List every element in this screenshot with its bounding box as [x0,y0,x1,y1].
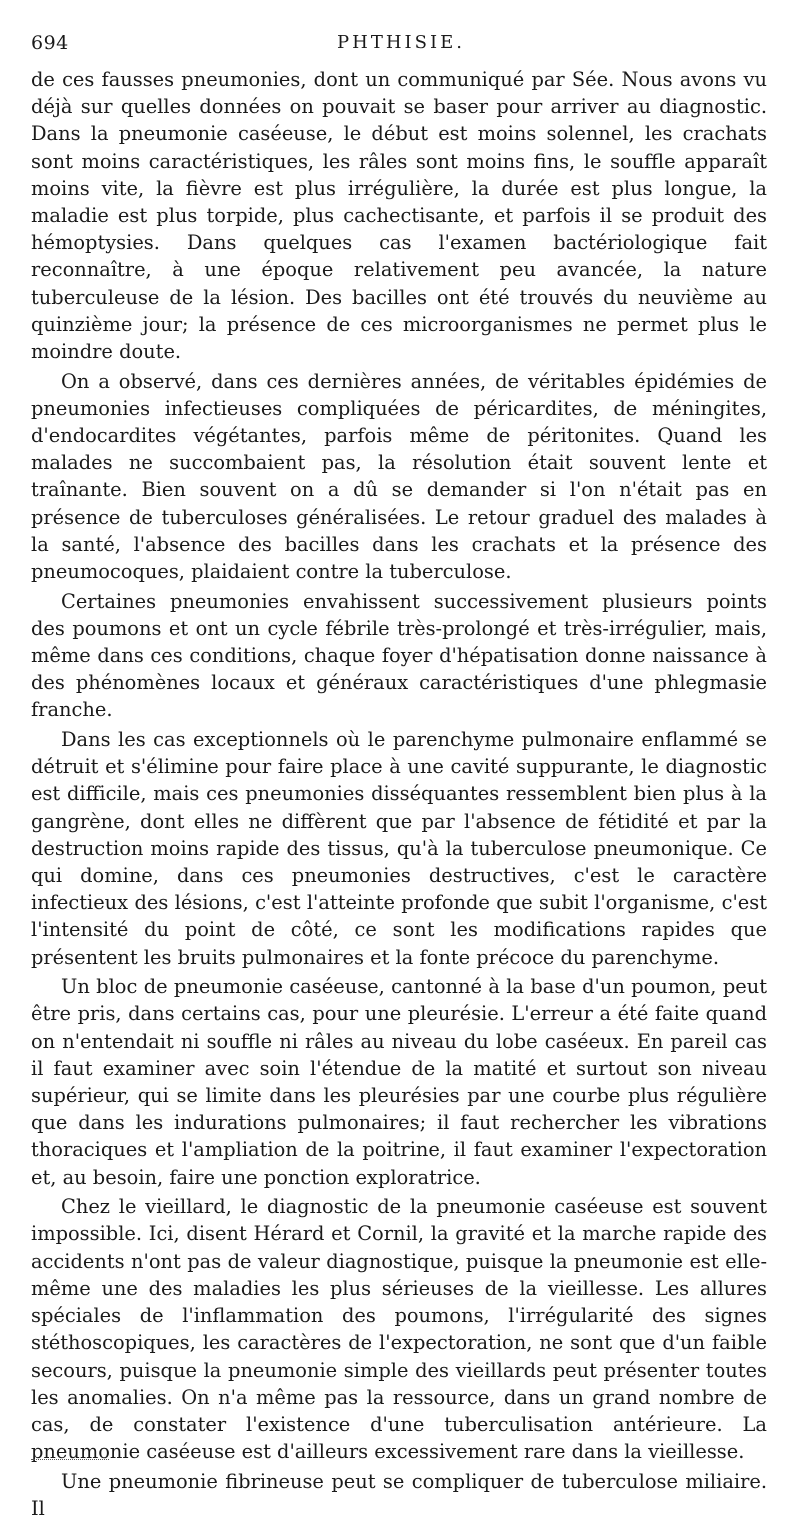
body-text [31,66,767,1522]
paragraph-7: Une pneumonie fibrineuse peut se compliquer de tuberculose miliaire. Il [31,1469,767,1520]
paragraph-5: Un bloc de pneumonie caséeuse, cantonné à la base d'un poumon, peut être pris, dans certains cas, pour une pleurésie. L'erreur a été faite quand on n'entendait ni souffle ni râles au niveau du lobe caséeux. En pareil cas il faut examiner avec soin l'étendue de la matité et surtout son niveau supérieur, qui se limite dans les pleurésies par une courbe plus régulière que dans les indurations pulmonaires; il faut rechercher les vibrations thoraciques et l'ampliation de la poitrine, il faut examiner l'expectoration et, au besoin, faire une ponction exploratrice. [31,975,767,1189]
running-title: PHTHISIE. [337,32,465,53]
paragraph-3: Certaines pneumonies envahissent successivement plusieurs points des poumons et ont un cycle fébrile très-prolongé et très-irrégulier, mais, même dans ces conditions, chaque foyer d'hépatisation donne naissance à des phénomènes locaux et généraux caractéristiques d'une phlegmasie franche. [31,589,767,722]
paragraph-6: Chez le vieillard, le diagnostic de la pneumonie caséeuse est souvent impossible. Ici, disent Hérard et Cornil, la gravité et la marche rapide des accidents n'ont pas de valeur diagnostique, puisque la pneumonie est elle-même une des maladies les plus sérieuses de la vieillesse. Les allures spéciales de l'inflammation des poumons, l'irrégularité des signes stéthoscopiques, les caractères de l'expectoration, ne sont que d'un faible secours, puisque la pneumonie simple des vieillards peut présenter toutes les anomalies. On n'a même pas la ressource, dans un grand nombre de cas, de constater l'existence d'une tuberculisation antérieure. La pneumonie caséeuse est d'ailleurs excessivement rare dans la vieillesse. [31,1195,767,1464]
paragraph-4: Dans les cas exceptionnels où le parenchyme pulmonaire enflammé se détruit et s'élimine pour faire place à une cavité suppurante, le diagnostic est difficile, mais ces pneumonies disséquantes ressemblent bien plus à la gangrène, dont elles ne diffèrent que par l'absence de fétidité et par la destruction moins rapide des tissus, qu'à la tuberculose pneumonique. Ce qui domine, dans ces pneumonies destructives, c'est le caractère infectieux des lésions, c'est l'atteinte profonde que subit l'organisme, c'est l'intensité du point de côté, ce sont les modifications rapides que présentent les bruits pulmonaires et la fonte précoce du parenchyme. [31,728,767,969]
footer-rule [31,1459,109,1460]
paragraph-1: de ces fausses pneumonies, dont un communiqué par Sée. Nous avons vu déjà sur quelles données on pouvait se baser pour arriver au diagnostic. Dans la pneumonie caséeuse, le début est moins solennel, les crachats sont moins caractéristiques, les râles sont moins fins, le souffle apparaît moins vite, la fièvre est plus irrégulière, la durée est plus longue, la maladie est plus torpide, plus cachectisante, et parfois il se produit des hémoptysies. Dans quelques cas l'examen bactériologique fait reconnaître, à une époque relativement peu avancée, la nature tuberculeuse de la lésion. Des bacilles ont été trouvés du neuvième au quinzième jour; la présence de ces microorganismes ne permet plus le moindre doute. [31,68,767,364]
paragraph-2: On a observé, dans ces dernières années, de véritables épidémies de pneumonies infectieuses compliquées de péricardites, de méningites, d'endocardites végétantes, parfois même de péritonites. Quand les malades ne succombaient pas, la résolution était souvent lente et traînante. Bien souvent on a dû se demander si l'on n'était pas en présence de tuberculoses généralisées. Le retour graduel des malades à la santé, l'absence des bacilles dans les crachats et la présence des pneumocoques, plaidaient contre la tuberculose. [31,369,767,584]
page-header [31,32,771,62]
page-number: 694 [31,32,69,54]
